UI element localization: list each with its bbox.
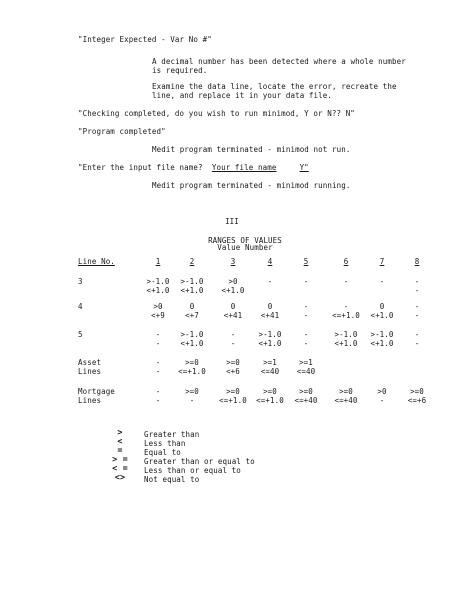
table-cell: <=+1.0 <box>219 396 247 405</box>
prompt-text: "Enter the input file name? <box>78 163 203 172</box>
table-cell: >=0 <box>339 387 353 396</box>
table-cell: <+1.0 <box>221 286 245 295</box>
column-header-5: 5 <box>303 257 309 266</box>
legend-meaning: Greater than <box>144 430 200 439</box>
row-label: Mortgage <box>78 387 115 396</box>
table-cell: <=+6 <box>407 396 427 405</box>
table-cell: 0 <box>379 302 385 311</box>
table-cell: 0 <box>230 302 236 311</box>
message-line: Examine the data line, locate the error, recreate the <box>152 82 397 91</box>
table-cell: - <box>343 302 349 311</box>
table-cell: <+1.0 <box>370 311 394 320</box>
table-cell: >-1.0 <box>334 330 358 339</box>
column-header-4: 4 <box>267 257 273 266</box>
message-program-completed: "Program completed" <box>78 127 166 136</box>
table-cell: >-1.0 <box>370 330 394 339</box>
table-cell: >=1 <box>299 358 313 367</box>
table-cell: <+9 <box>151 311 165 320</box>
message-minimod-running: Medit program terminated - minimod running. <box>152 181 351 190</box>
row-label: 3 <box>78 277 83 286</box>
column-header-2: 2 <box>189 257 195 266</box>
table-cell: - <box>303 311 309 320</box>
table-cell: <+7 <box>185 311 199 320</box>
page-number: III <box>225 217 239 226</box>
message-checking-completed: "Checking completed, do you wish to run minimod, Y or N?? N" <box>78 109 355 118</box>
table-cell: - <box>379 396 385 405</box>
line-no-header: Line No. <box>78 257 115 266</box>
legend-meaning: Greater than or equal to <box>144 457 255 466</box>
table-cell: <+6 <box>226 367 240 376</box>
message-line: is required. <box>152 66 208 75</box>
row-label: Lines <box>78 396 102 405</box>
table-cell: - <box>155 367 161 376</box>
table-cell: >-1.0 <box>146 277 170 286</box>
message-line: line, and replace it in your data file. <box>152 91 332 100</box>
table-cell: - <box>414 311 420 320</box>
table-cell: <+41 <box>260 311 280 320</box>
legend-meaning: Less than or equal to <box>144 466 241 475</box>
column-header-3: 3 <box>230 257 236 266</box>
table-cell: - <box>189 396 195 405</box>
table-cell: - <box>267 277 273 286</box>
table-cell: >=0 <box>185 387 199 396</box>
table-cell: <+1.0 <box>180 286 204 295</box>
table-cell: - <box>379 277 385 286</box>
table-cell: 0 <box>189 302 195 311</box>
table-cell: - <box>230 339 236 348</box>
table-cell: - <box>414 330 420 339</box>
table-title: RANGES OF VALUES <box>208 236 282 245</box>
table-cell: <+1.0 <box>370 339 394 348</box>
table-cell: - <box>414 286 420 295</box>
column-header-6: 6 <box>343 257 349 266</box>
prompt-answer: Your file name <box>211 163 277 172</box>
table-cell: >-1.0 <box>258 330 282 339</box>
table-cell: <+1.0 <box>258 339 282 348</box>
table-cell: - <box>230 330 236 339</box>
table-cell: - <box>155 358 161 367</box>
table-cell: >=0 <box>185 358 199 367</box>
table-cell: <=+1.0 <box>256 396 284 405</box>
table-cell: >0 <box>153 302 163 311</box>
table-cell: <=+1.0 <box>332 311 360 320</box>
column-header-1: 1 <box>155 257 161 266</box>
table-cell: <=40 <box>296 367 316 376</box>
table-cell: - <box>303 302 309 311</box>
table-cell: - <box>155 330 161 339</box>
table-cell: <=+40 <box>334 396 358 405</box>
table-cell: <=40 <box>260 367 280 376</box>
table-cell: <=+1.0 <box>178 367 206 376</box>
table-cell: >-1.0 <box>180 277 204 286</box>
table-cell: >-1.0 <box>180 330 204 339</box>
table-cell: >=0 <box>226 387 240 396</box>
table-cell: <+1.0 <box>334 339 358 348</box>
message-line: A decimal number has been detected where a whole number <box>152 57 406 66</box>
table-cell: - <box>343 277 349 286</box>
column-header-8: 8 <box>414 257 420 266</box>
table-cell: >=0 <box>226 358 240 367</box>
table-cell: <=+40 <box>294 396 318 405</box>
legend-symbol: = <box>117 446 123 456</box>
table-cell: >0 <box>377 387 387 396</box>
table-cell: 0 <box>267 302 273 311</box>
table-cell: >0 <box>228 277 238 286</box>
table-subtitle: Value Number <box>217 243 273 252</box>
column-header-7: 7 <box>379 257 385 266</box>
legend-symbol: < = <box>112 464 128 474</box>
row-label: Asset <box>78 358 102 367</box>
table-cell: >=0 <box>263 387 277 396</box>
row-label: 4 <box>78 302 83 311</box>
table-cell: - <box>155 387 161 396</box>
table-cell: <+1.0 <box>180 339 204 348</box>
table-cell: <+41 <box>223 311 243 320</box>
row-label: 5 <box>78 330 83 339</box>
message-integer-expected: "Integer Expected - Var No #" <box>78 35 212 44</box>
table-cell: >=0 <box>410 387 424 396</box>
table-cell: - <box>155 396 161 405</box>
legend-symbol: < <box>117 437 123 447</box>
prompt-y: Y" <box>299 163 309 172</box>
table-cell: - <box>414 277 420 286</box>
table-cell: <+1.0 <box>146 286 170 295</box>
legend-meaning: Not equal to <box>144 475 200 484</box>
legend-meaning: Equal to <box>144 448 181 457</box>
table-cell: - <box>303 330 309 339</box>
message-enter-file-name <box>78 163 309 172</box>
legend-meaning: Less than <box>144 439 186 448</box>
table-cell: - <box>414 339 420 348</box>
table-cell: - <box>303 277 309 286</box>
message-minimod-not-run: Medit program terminated - minimod not run. <box>152 145 351 154</box>
table-cell: - <box>414 302 420 311</box>
table-cell: - <box>303 339 309 348</box>
table-cell: >=1 <box>263 358 277 367</box>
table-cell: - <box>155 339 161 348</box>
legend-symbol: > = <box>112 455 128 465</box>
legend-symbol: > <box>117 428 123 438</box>
table-cell: >=0 <box>299 387 313 396</box>
legend-symbol: <> <box>114 473 126 483</box>
row-label: Lines <box>78 367 102 376</box>
